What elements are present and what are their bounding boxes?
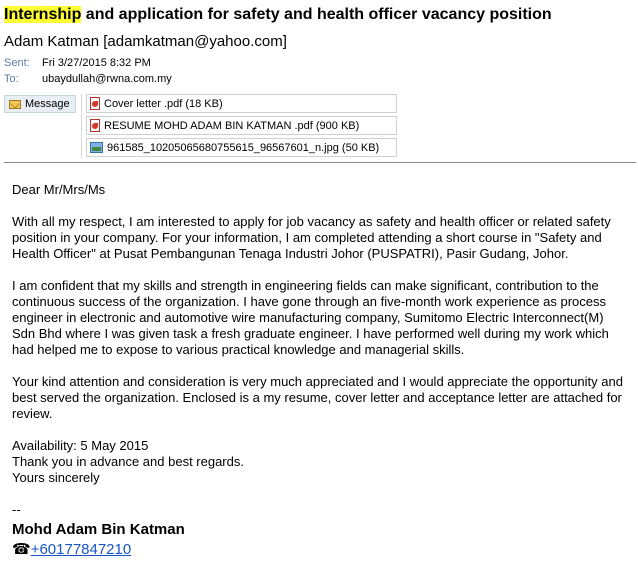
greeting: Dear Mr/Mrs/Ms [12,182,106,197]
sender[interactable]: Adam Katman [adamkatman@yahoo.com] [4,33,287,50]
subject-highlight: Internship [4,6,82,23]
sent-value: Fri 3/27/2015 8:32 PM [42,57,151,69]
email-subject [4,6,552,24]
attachments-bar [0,92,638,162]
pdf-icon [90,97,100,110]
image-icon [90,142,103,153]
phone-icon: ☎ [12,541,31,558]
sent-row [4,57,151,69]
signature-phone [12,540,630,560]
attachment-label: RESUME MOHD ADAM BIN KATMAN .pdf (900 KB) [104,119,360,132]
envelope-icon [9,100,21,109]
to-label: To: [4,73,19,85]
phone-link[interactable]: +60177847210 [30,541,132,558]
attachment-label: Cover letter .pdf (18 KB) [104,97,223,110]
recipient[interactable]: ubaydullah@rwna.com.my [42,73,172,85]
subject-text: and application for safety and health officer vacancy position [81,6,552,23]
availability: Availability: 5 May 2015 [12,438,149,453]
paragraph-1: With all my respect, I am interested to apply for job vacancy as safety and health officer or related safety position in your company. For your information, I am completed attending a short course in "Safety and Health Officer" at Pusat Pembangunan Tenaga Industri Johor (PUSPATRI), Pasir Gudang, Johor. [12,214,611,261]
signature-name: Mohd Adam Bin Katman [12,521,185,538]
message-tab[interactable] [4,95,76,113]
signature-separator: -- [12,502,21,517]
attachments-divider [81,94,82,158]
attachment-photo[interactable] [86,138,397,157]
pdf-icon [90,119,100,132]
paragraph-2: I am confident that my skills and strength in engineering fields can make significant, contribution to the continuous success of the organization. I have gone through an five-month work experience as process engineer in electronic and automotive wire manufacturing company, Sumitomo Electric Interconnect(M) Sdn Bhd where I was given task a fresh graduate engineer. I have performed well during my work which had helped me to expose to various practical knowledge and managerial skills. [12,278,609,357]
header-divider [4,162,636,163]
to-row [4,73,172,85]
message-tab-label: Message [25,98,70,110]
closing-line: Yours sincerely [12,470,100,485]
email-body [12,182,630,560]
paragraph-3: Your kind attention and consideration is very much appreciated and I would appreciate the opportunity and best served the organization. Enclosed is a my resume, cover letter and acceptance letter are attached for review. [12,374,623,421]
attachment-resume[interactable] [86,116,397,135]
attachment-label: 961585_10205065680755615_96567601_n.jpg (50 KB) [107,141,380,154]
thanks-line: Thank you in advance and best regards. [12,454,244,469]
attachment-cover-letter[interactable] [86,94,397,113]
sent-label: Sent: [4,57,30,69]
